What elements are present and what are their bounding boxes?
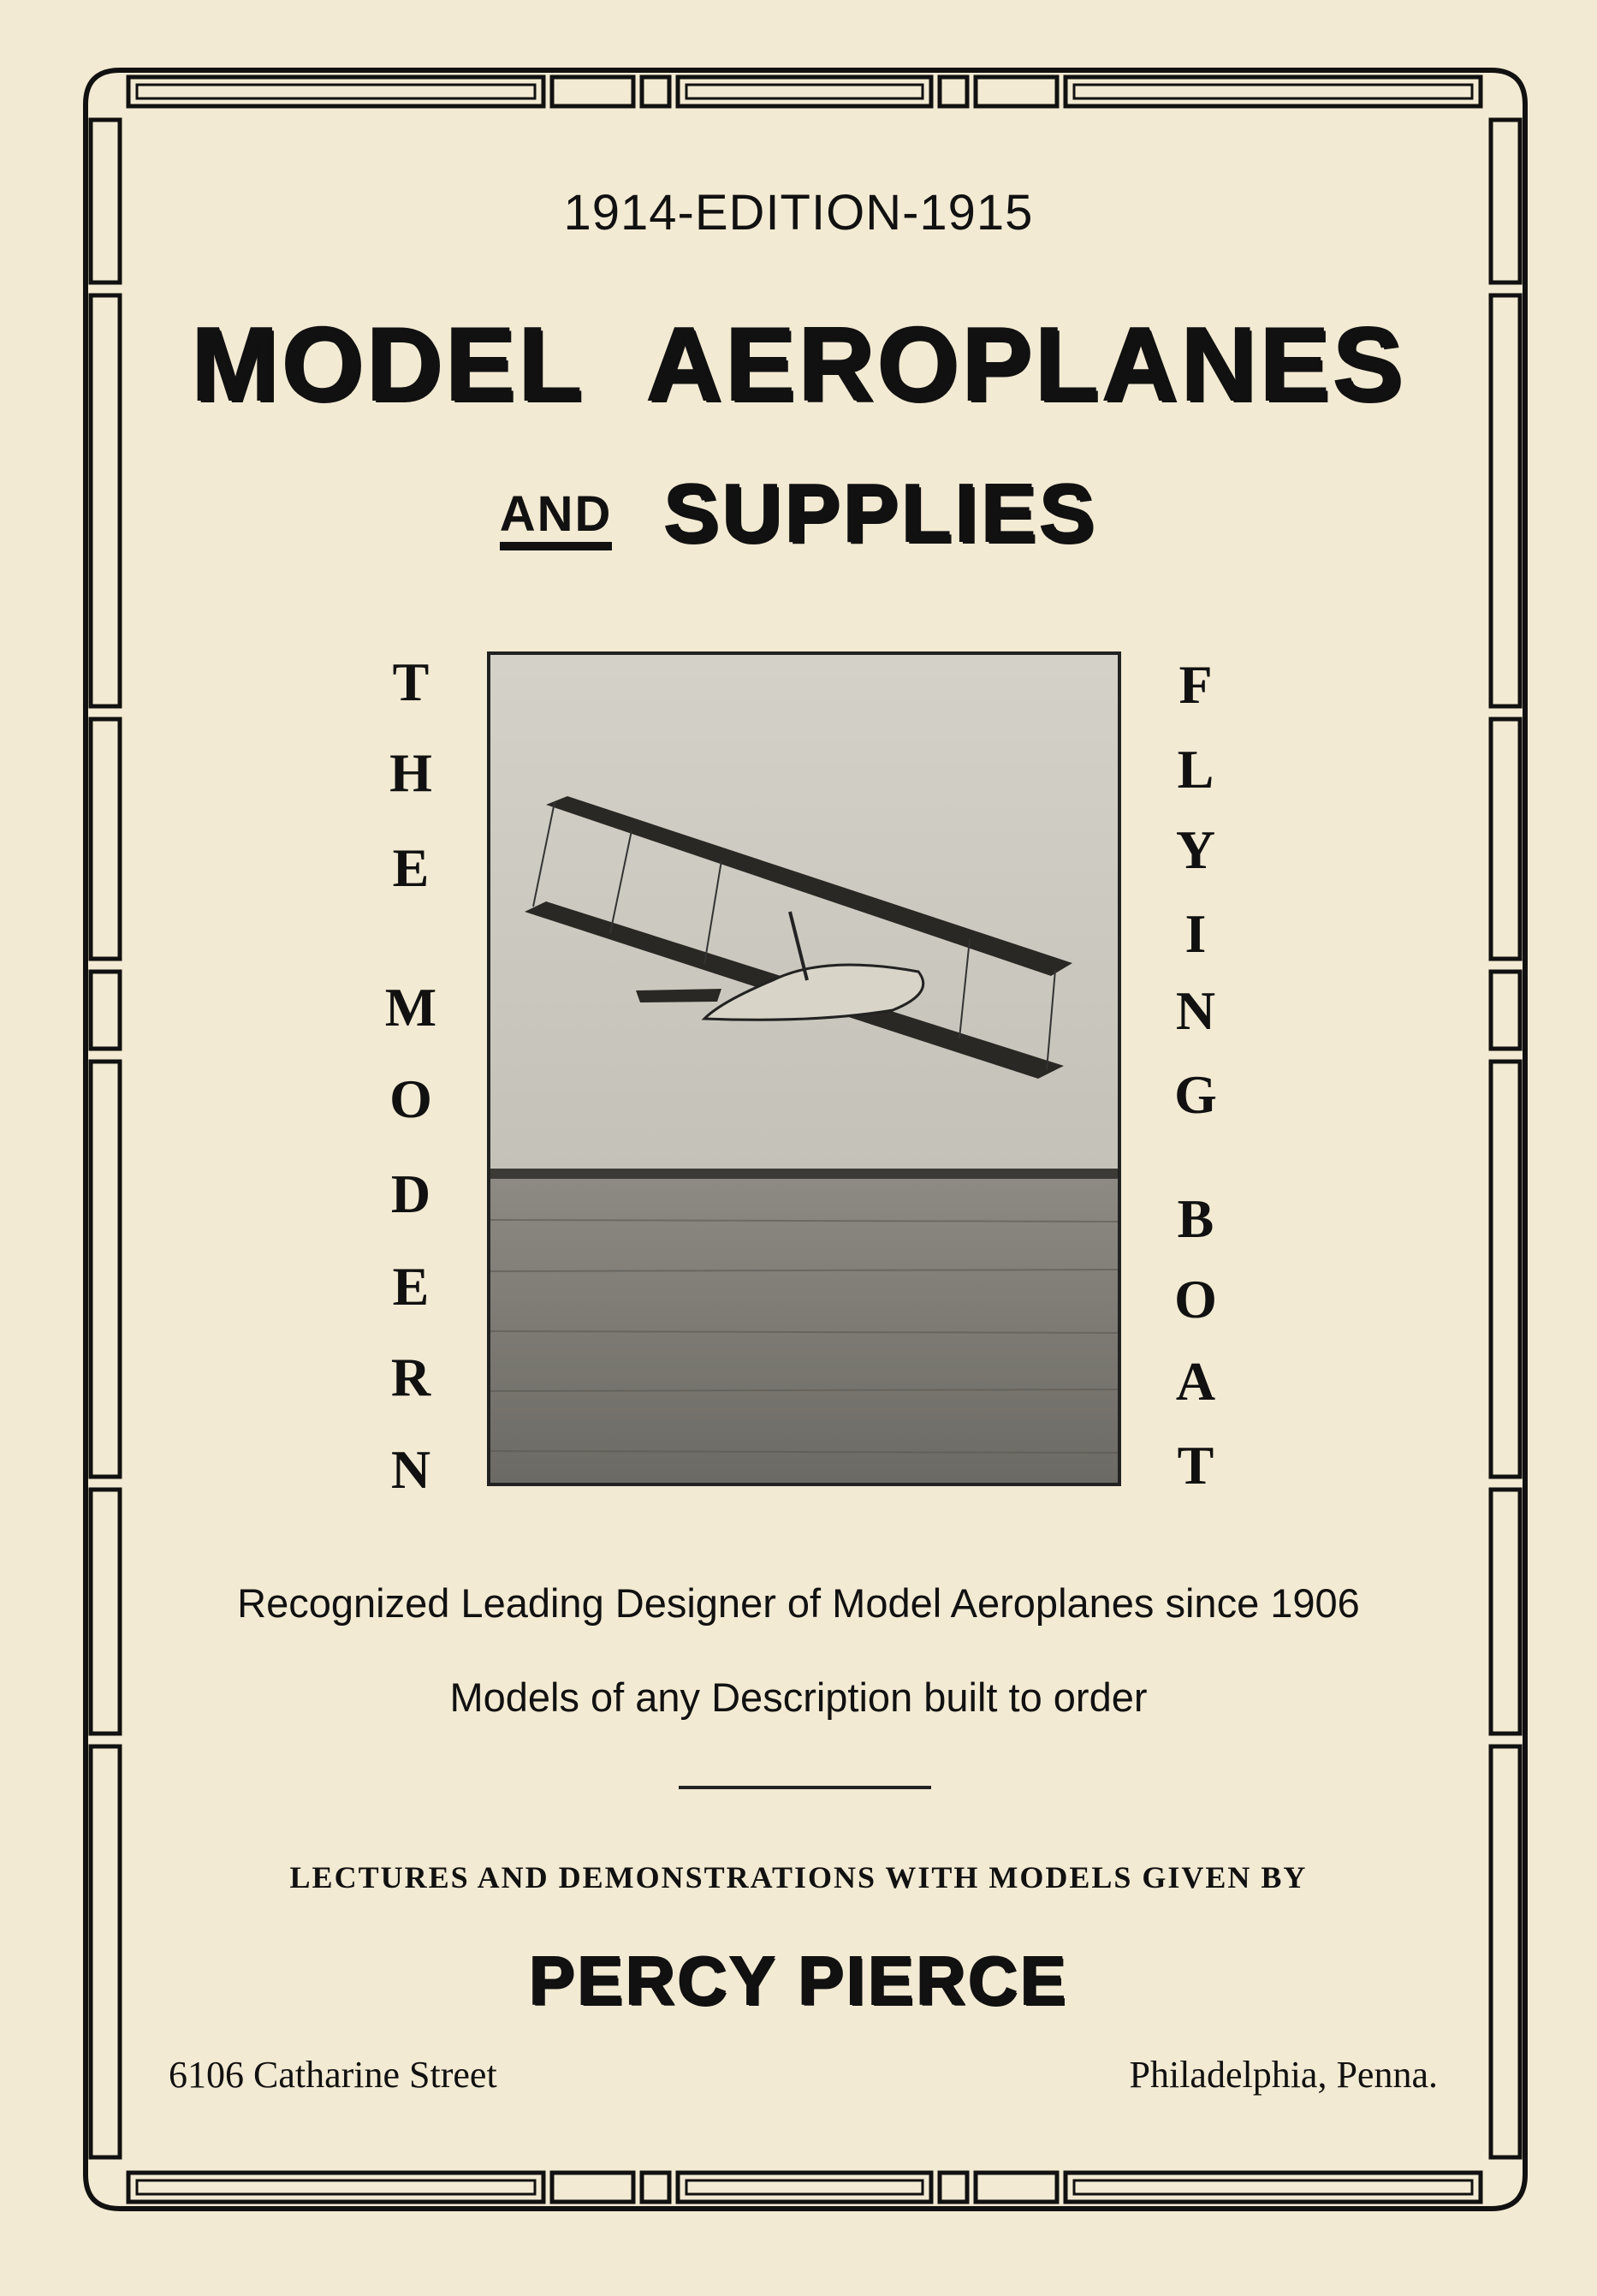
vertical-letter: G [1174, 1064, 1217, 1125]
flying-boat-photo [487, 651, 1121, 1486]
vertical-letter: T [1177, 1435, 1214, 1496]
main-title: MODEL AEROPLANES [191, 306, 1406, 422]
vertical-letter: N [1175, 980, 1216, 1041]
lectures-text: LECTURES AND DEMONSTRATIONS WITH MODELS GIVEN BY [289, 1860, 1308, 1894]
vertical-letter: M [384, 977, 437, 1038]
vertical-letter: H [389, 742, 432, 803]
vertical-letter: L [1177, 739, 1214, 800]
flying-boat-image [490, 655, 1118, 1483]
subtitle-and: AND [500, 486, 613, 550]
subtitle [0, 467, 1597, 561]
divider [679, 1786, 931, 1789]
subtitle-supplies: SUPPLIES [663, 467, 1098, 559]
vertical-letter: N [390, 1439, 431, 1500]
vertical-letter: I [1184, 903, 1207, 964]
vertical-letter: D [390, 1163, 431, 1224]
vertical-letter: O [389, 1068, 432, 1129]
vertical-letter: T [392, 651, 430, 712]
vertical-letter: E [392, 1256, 430, 1317]
vertical-letter: Y [1175, 819, 1216, 880]
vertical-letter: F [1178, 654, 1213, 715]
tagline-secondary: Models of any Description built to order [449, 1674, 1148, 1720]
tagline: Recognized Leading Designer of Model Aeroplanes since 1906 [237, 1580, 1360, 1626]
vertical-letter: R [390, 1347, 431, 1407]
street-address: 6106 Catharine Street [169, 2054, 497, 2096]
vertical-letter: O [1174, 1269, 1217, 1329]
city-address: Philadelphia, Penna. [1129, 2054, 1438, 2096]
vertical-letter: E [392, 837, 430, 898]
vertical-letter: B [1177, 1188, 1214, 1249]
author-name: PERCY PIERCE [528, 1942, 1069, 2019]
vertical-letter: A [1175, 1351, 1216, 1412]
edition-heading: 1914-EDITION-1915 [563, 185, 1034, 241]
